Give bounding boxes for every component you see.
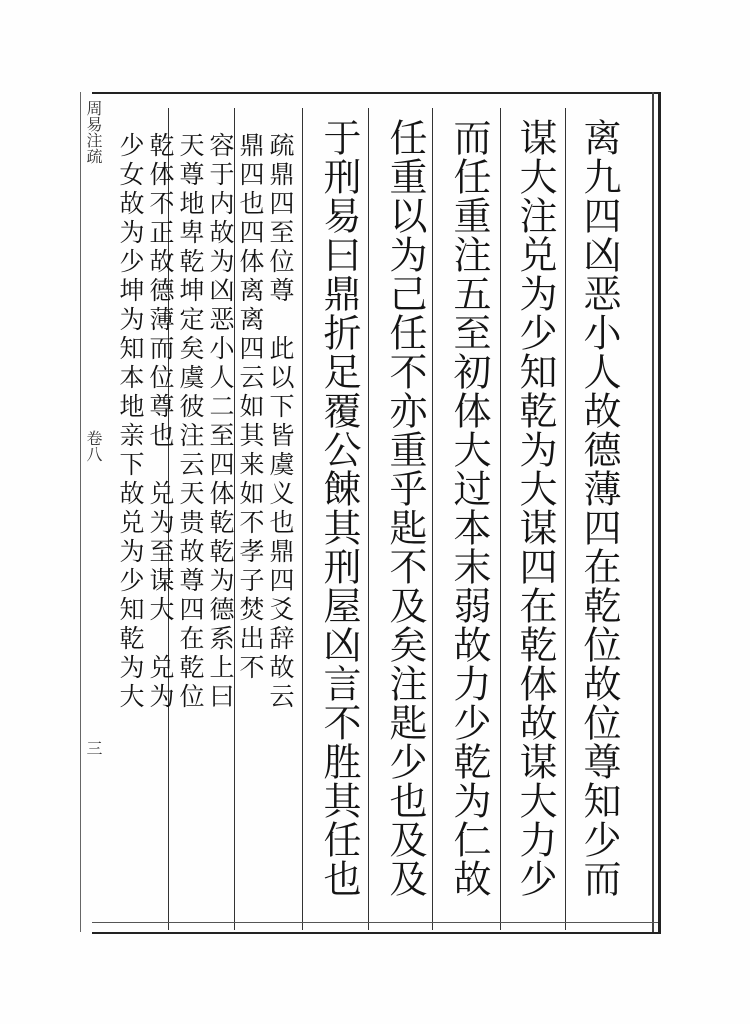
margin-strip xyxy=(80,92,109,932)
commentary-column-2: 鼎四也四体离离四云如其来如不孝子焚出不 xyxy=(236,132,265,683)
column-rule xyxy=(368,108,369,930)
text-column-5: 于刑易曰鼎折足覆公餗其刑屋凶言不胜其任也 xyxy=(317,118,361,898)
commentary-column-1: 疏鼎四至位尊 此以下皆虞义也鼎四爻辞故云 xyxy=(266,132,295,712)
frame-edge-line xyxy=(652,92,654,932)
margin-title: 周易注疏 xyxy=(84,100,103,164)
commentary-column-6: 少女故为少坤为知本地亲下故兑为少知乾为大 xyxy=(116,132,145,712)
bottom-rule xyxy=(92,922,658,923)
text-column-2: 谋大注兑为少知乾为大谋四在乾体故谋大力少 xyxy=(513,118,557,898)
margin-page-number: 三 xyxy=(84,740,103,756)
commentary-column-5: 乾体不正故德薄而位尊也 兑为至谋大 兑为 xyxy=(146,132,175,712)
text-column-3: 而任重注五至初体大过本末弱故力少乾为仁故 xyxy=(447,118,491,898)
column-rule xyxy=(302,108,303,930)
column-rule xyxy=(500,108,501,930)
margin-volume: 卷八 xyxy=(84,430,103,462)
text-column-4: 任重以为己任不亦重乎匙不及矣注匙少也及及 xyxy=(383,118,427,898)
column-rule xyxy=(565,108,566,930)
text-column-1: 离九四凶恶小人故德薄四在乾位故位尊知少而 xyxy=(577,118,621,898)
commentary-column-3: 容于内故为凶恶小人二至四体乾乾为德系上曰 xyxy=(206,132,235,712)
commentary-column-4: 天尊地卑乾坤定矣虞彼注云天贵故尊四在乾位 xyxy=(176,132,205,712)
